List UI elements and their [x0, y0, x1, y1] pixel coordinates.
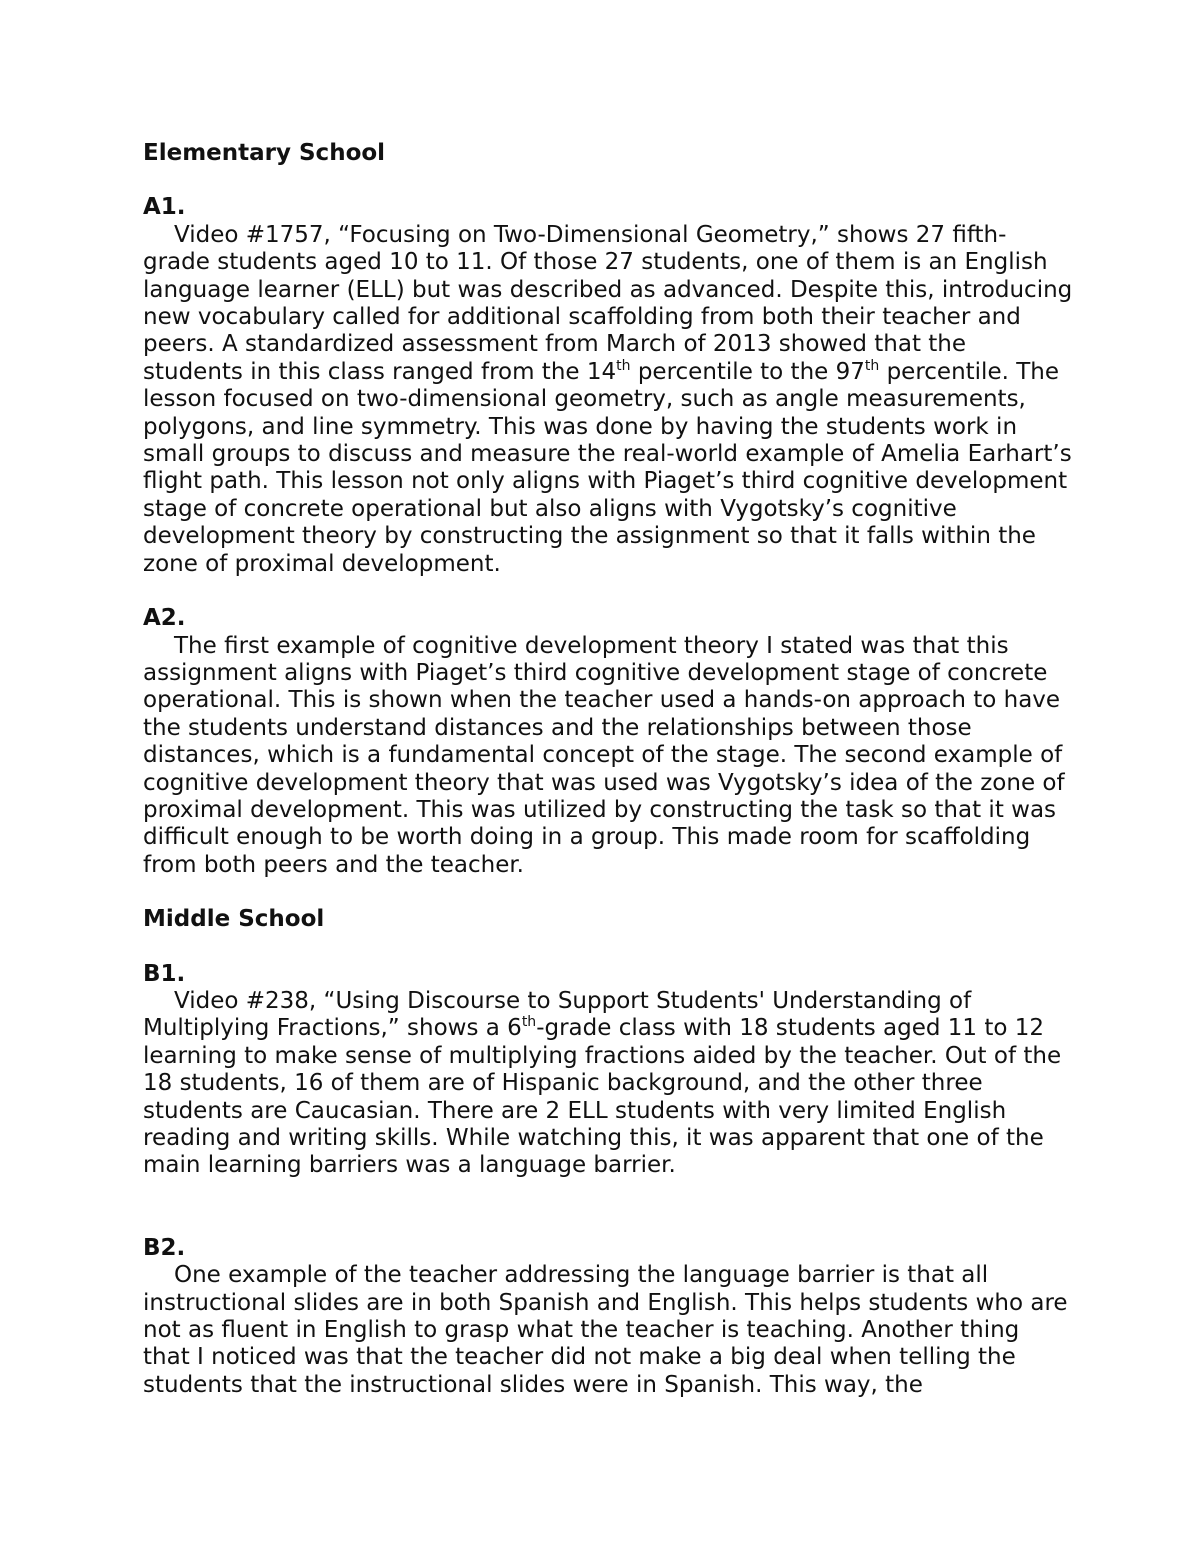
question-label-b2: B2.	[143, 1234, 186, 1261]
a1-text-part-1: Video #1757, “Focusing on Two-Dimensional Geometry,” shows 27 fifth-grade students aged 10 to 11. Of those 27 students, one of them is an English language learner (ELL) but was described as advanced. Despite this, introducing new vocabulary called for additional scaffolding from both their teacher and peers. A standardized assessment from March of 2013 showed that the students in this class ranged from the 14	[143, 221, 1073, 385]
document-body	[143, 140, 1073, 1399]
answer-paragraph-b2: One example of the teacher addressing the language barrier is that all instructional slides are in both Spanish and English. This helps students who are not as fluent in English to grasp what the teacher is teaching. Another thing that I noticed was that the teacher did not make a big deal when telling the students that the instructional slides were in Spanish. This way, the	[143, 1262, 1068, 1398]
answer-paragraph-a2: The first example of cognitive development theory I stated was that this assignment aligns with Piaget’s third cognitive development stage of concrete operational. This is shown when the teacher used a hands-on approach to have the students understand distances and the relationships between those distances, which is a fundamental concept of the stage. The second example of cognitive development theory that was used was Vygotsky’s idea of the zone of proximal development. This was utilized by constructing the task so that it was difficult enough to be worth doing in a group. This made room for scaffolding from both peers and the teacher.	[143, 632, 1065, 878]
question-label-a1: A1.	[143, 194, 186, 221]
b1-text-part-2: -grade class with 18 students aged 11 to 12 learning to make sense of multiplying fractions aided by the teacher. Out of the 18 students, 16 of them are of Hispanic background, and the other three students are Caucasian. There are 2 ELL students with very limited English reading and writing skills. While watching this, it was apparent that one of the main learning barriers was a language barrier.	[143, 1015, 1062, 1179]
answer-paragraph-b1	[143, 988, 1073, 1180]
section-heading-middle: Middle School	[143, 906, 325, 933]
a1-text-part-2: percentile to the 97	[630, 358, 865, 385]
a1-text-part-3: percentile. The lesson focused on two-dimensional geometry, such as angle measurements, polygons, and line symmetry. This was done by having the students work in small groups to discuss and measure the real-world example of Amelia Earhart’s flight path. This lesson not only aligns with Piaget’s third cognitive development stage of concrete operational but also aligns with Vygotsky’s cognitive development theory by constructing the assignment so that it falls within the zone of proximal development.	[143, 358, 1072, 577]
question-label-b1: B1.	[143, 960, 186, 987]
b1-superscript: th	[521, 1014, 537, 1031]
a1-superscript-2: th	[864, 357, 880, 374]
question-label-a2: A2.	[143, 605, 186, 632]
b1-text-part-1: Video #238, “Using Discourse to Support Students' Understanding of Multiplying Fractions,” shows a 6	[143, 987, 972, 1042]
answer-paragraph-a1	[143, 222, 1073, 578]
section-heading-elementary: Elementary School	[143, 140, 386, 166]
a1-superscript-1: th	[616, 357, 631, 374]
